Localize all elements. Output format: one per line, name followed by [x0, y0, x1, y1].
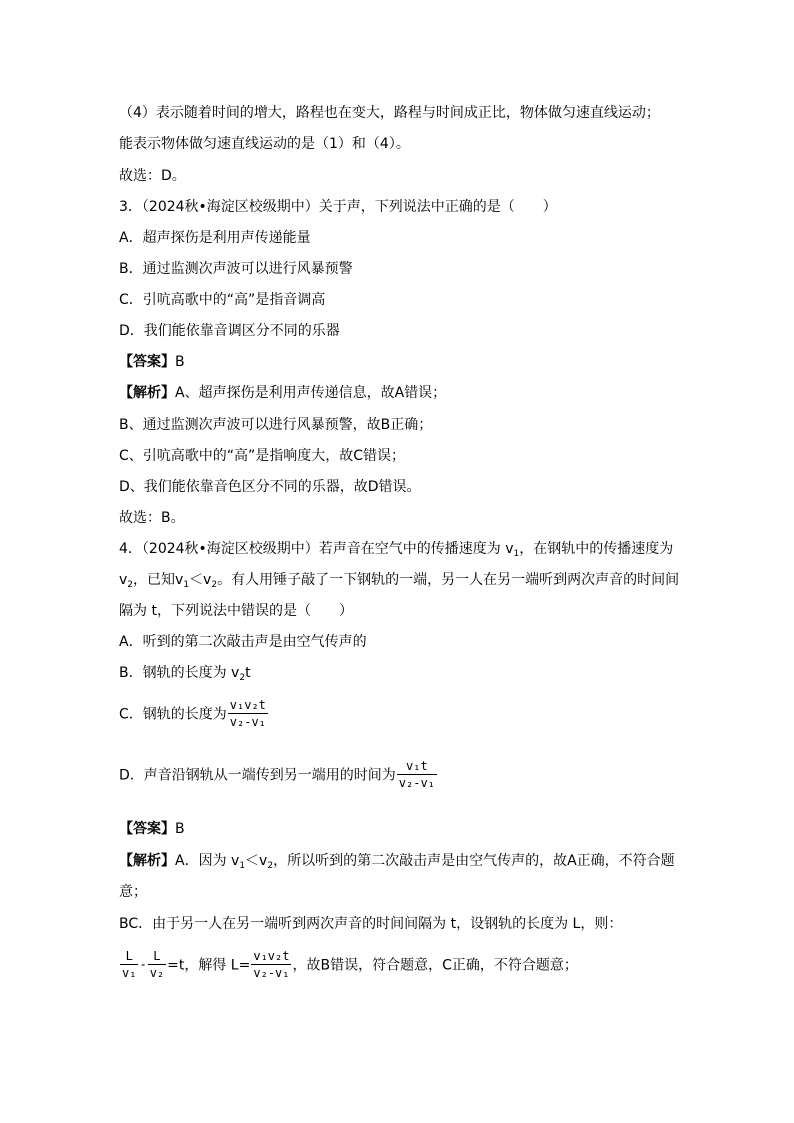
question-4-stem-line3: 隔为 t，下列说法中错误的是（ ） — [119, 603, 353, 619]
stem-text: ，在钢轨中的传播速度为 — [519, 541, 674, 557]
fraction — [251, 948, 291, 981]
stem-text: 。有人用锤子敲了一下钢轨的一端，另一人在另一端听到两次声音的时间间 — [217, 572, 680, 588]
option-text: C．钢轨的长度为 — [119, 706, 227, 723]
explanation-line — [119, 385, 446, 401]
answer-tag: 【答案】 — [119, 821, 175, 837]
fraction — [228, 697, 268, 730]
option-c: C．引吭高歌中的“高”是指音调高 — [119, 292, 326, 308]
fraction-numerator: v₁t — [397, 758, 437, 775]
subscript: 2 — [239, 673, 246, 683]
question-4-stem-line2 — [119, 572, 679, 593]
question-4-stem — [119, 541, 673, 562]
subscript: 2 — [127, 580, 134, 590]
option-a: A．听到的第二次敲击声是由空气传声的 — [119, 634, 367, 650]
explanation-text: A、超声探伤是利用声传递信息，故A错误； — [175, 385, 447, 401]
option-d: D．我们能依靠音调区分不同的乐器 — [119, 323, 340, 339]
explanation-line: 意； — [119, 884, 147, 900]
option-text: B．钢轨的长度为 v — [119, 665, 240, 681]
equation-line — [119, 948, 578, 981]
explanation-line — [119, 853, 675, 874]
minus-sign: - — [139, 957, 147, 972]
option-b — [119, 665, 251, 686]
question-3-stem: 3．（2024秋•海淀区校级期中）关于声，下列说法中正确的是（ ） — [119, 199, 557, 215]
explanation-line: BC．由于另一人在另一端听到两次声音的时间间隔为 t，设钢轨的长度为 L，则： — [119, 916, 623, 932]
answer-line — [119, 821, 185, 837]
explanation-text: ，所以听到的第二次敲击声是由空气传声的，故A正确，不符合题 — [273, 853, 675, 869]
stem-text: ，已知v — [133, 572, 184, 588]
subscript: 2 — [267, 861, 274, 871]
subscript: 1 — [513, 549, 520, 559]
explanation-line: C、引吭高歌中的“高”是指响度大，故C错误； — [119, 448, 406, 464]
explanation-text: ＜v — [245, 853, 268, 869]
text-line: 故选：D。 — [119, 168, 186, 184]
fraction-denominator: v₁ — [122, 966, 137, 980]
option-b: B．通过监测次声波可以进行风暴预警 — [119, 261, 353, 277]
explanation-tag: 【解析】 — [119, 385, 175, 401]
fraction-numerator: L — [120, 948, 138, 965]
stem-text: 4．（2024秋•海淀区校级期中）若声音在空气中的传播速度为 v — [119, 541, 514, 557]
fraction-numerator: v₁v₂t — [229, 698, 266, 712]
explanation-line: B、通过监测次声波可以进行风暴预警，故B正确； — [119, 417, 433, 433]
explanation-text: A．因为 v — [175, 853, 240, 869]
fraction-denominator: v₂-v₁ — [253, 966, 290, 980]
explanation-tag: 【解析】 — [119, 853, 175, 869]
subscript: 1 — [239, 861, 246, 871]
equation-text: =t，解得 L= — [167, 957, 251, 974]
option-a: A．超声探伤是利用声传递能量 — [119, 230, 311, 246]
fraction — [120, 948, 138, 981]
answer-value: B — [175, 821, 185, 837]
equation-text: ，故B错误，符合题意，C正确，不符合题意； — [292, 957, 578, 974]
option-text: t — [245, 665, 251, 681]
fraction-denominator: v₂-v₁ — [398, 776, 435, 790]
fraction-numerator: L — [148, 948, 166, 965]
subscript: 2 — [211, 580, 218, 590]
stem-text: v — [119, 572, 128, 588]
fraction — [148, 948, 166, 981]
fraction — [397, 758, 437, 791]
fraction-numerator: v₁v₂t — [253, 949, 290, 963]
subscript: 1 — [183, 580, 190, 590]
explanation-line: D、我们能依靠音色区分不同的乐器，故D错误。 — [119, 479, 421, 495]
option-text: D．声音沿钢轨从一端传到另一端用的时间为 — [119, 767, 396, 784]
answer-tag: 【答案】 — [119, 354, 175, 370]
option-d — [119, 758, 438, 791]
text-line: 能表示物体做匀速直线运动的是（1）和（4）。 — [119, 136, 410, 152]
option-c — [119, 697, 269, 730]
answer-line — [119, 354, 185, 370]
fraction-denominator: v₂-v₁ — [229, 715, 266, 729]
answer-value: B — [175, 354, 185, 370]
text-line: （4）表示随着时间的增大，路程也在变大，路程与时间成正比，物体做匀速直线运动； — [119, 105, 660, 121]
selection-line: 故选：B。 — [119, 510, 185, 526]
stem-text: ＜v — [189, 572, 212, 588]
fraction-denominator: v₂ — [149, 966, 165, 980]
